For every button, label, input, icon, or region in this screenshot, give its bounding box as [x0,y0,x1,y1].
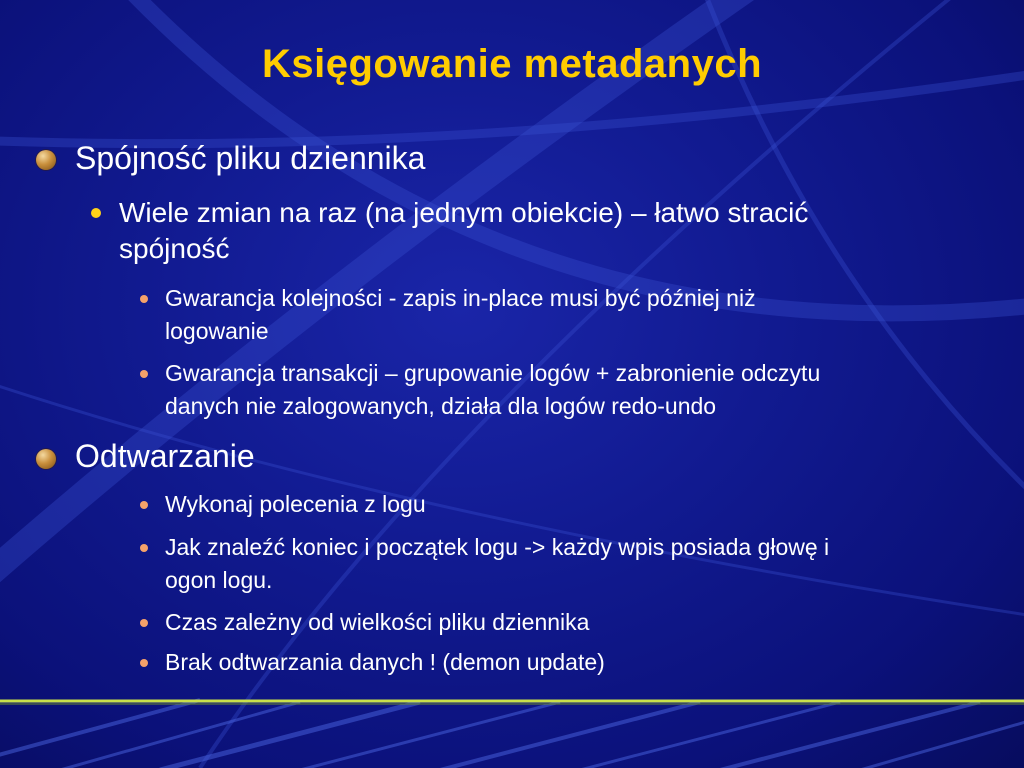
section-heading: Spójność pliku dziennika [75,140,426,176]
bullet-icon [140,619,148,627]
list-item-line: Gwarancja transakcji – grupowanie logów + zabronienie odczytu [165,360,821,386]
list-item-line: Wiele zmian na raz (na jednym obiekcie) – łatwo stracić [119,197,809,228]
list-item-line: Czas zależny od wielkości pliku dziennika [165,609,590,635]
list-item-line: spójność [119,233,230,264]
bullet-icon [91,208,101,218]
list-item-line: logowanie [165,318,269,344]
bottom-band [0,700,1024,768]
list-item-line: ogon logu. [165,567,273,593]
bullet-icon [140,544,148,552]
list-item-line: danych nie zalogowanych, działa dla logów redo-undo [165,393,717,419]
bullet-icon [140,295,148,303]
list-item-line: Wykonaj polecenia z logu [165,491,426,517]
slide-title: Księgowanie metadanych [261,42,763,86]
list-item-line: Brak odtwarzania danych ! (demon update) [165,649,605,675]
bullet-icon [140,659,148,667]
bullet-icon [36,449,56,469]
list-item-line: Jak znaleźć koniec i początek logu -> każdy wpis posiada głowę i [165,534,830,560]
bullet-icon [140,501,148,509]
bullet-icon [36,150,56,170]
list-item-line: Gwarancja kolejności - zapis in-place musi być później niż [165,285,756,311]
bullet-icon [140,370,148,378]
section-heading: Odtwarzanie [75,438,255,474]
